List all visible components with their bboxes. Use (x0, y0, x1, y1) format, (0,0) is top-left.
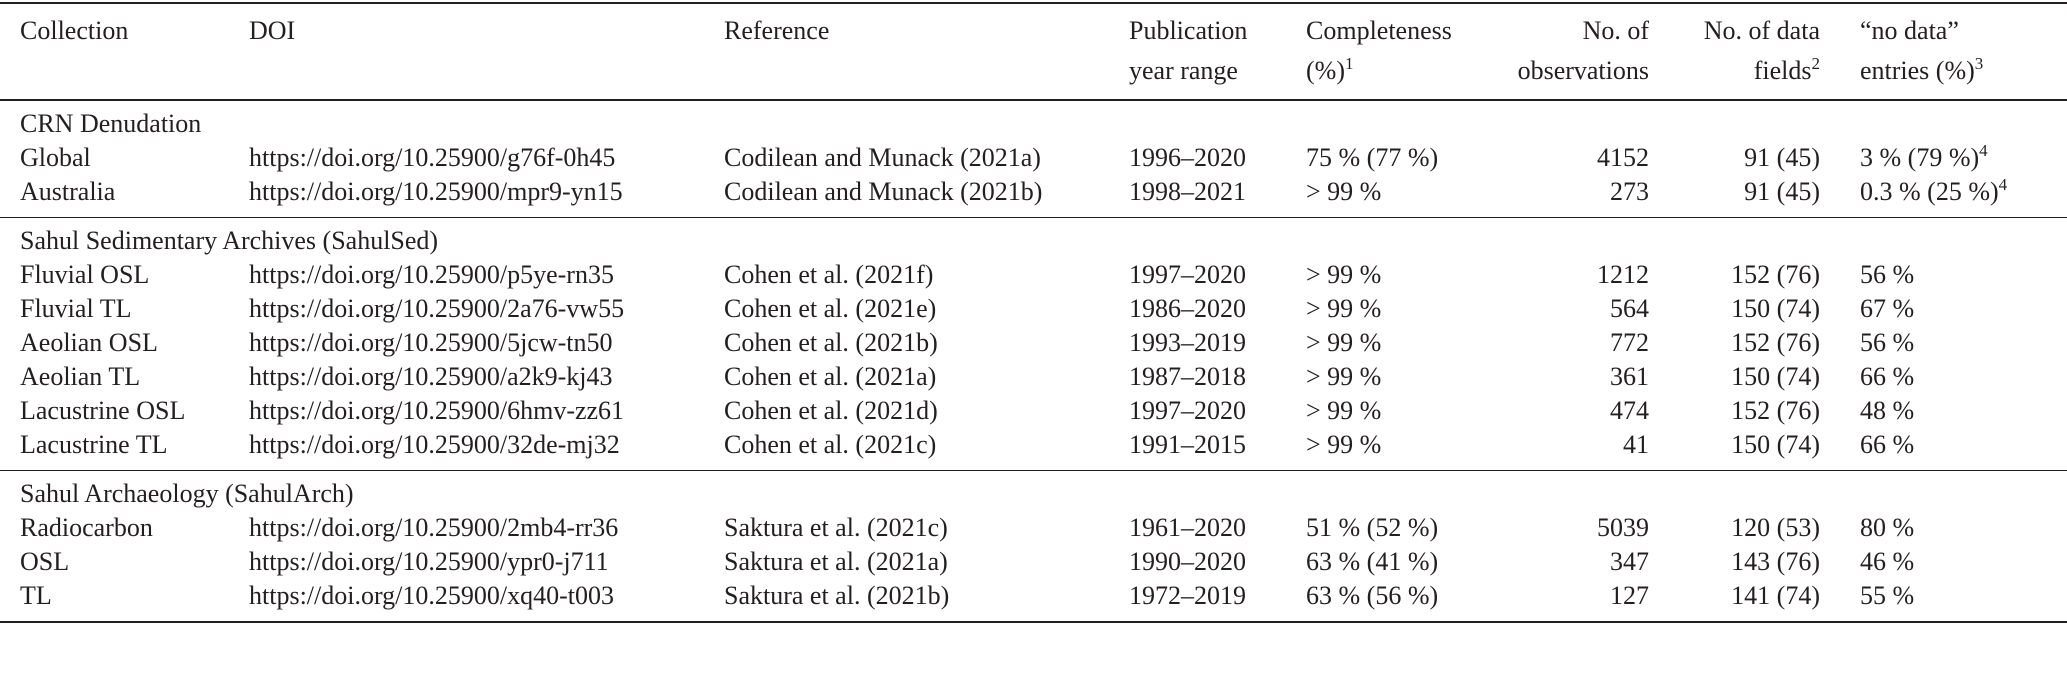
cell-data-fields-text: 150 (74) (1731, 362, 1820, 391)
group-title-row (0, 218, 2067, 259)
cell-year-range-text: 1961–2020 (1129, 513, 1246, 542)
cell-year-range-text: 1998–2021 (1129, 177, 1246, 206)
header-observations-line1: No. of (1582, 16, 1649, 45)
cell-data-fields (1677, 258, 1860, 292)
cell-doi (249, 141, 724, 175)
cell-doi-text: https://doi.org/10.25900/a2k9-kj43 (249, 362, 613, 391)
cell-year-range-text: 1986–2020 (1129, 294, 1246, 323)
cell-doi-text: https://doi.org/10.25900/2a76-vw55 (249, 294, 625, 323)
cell-reference-text: Cohen et al. (2021e) (724, 294, 937, 323)
cell-completeness (1306, 360, 1481, 394)
cell-observations-text: 273 (1610, 177, 1649, 206)
collections-table (0, 2, 2067, 623)
cell-year-range (1129, 292, 1306, 326)
header-no-data-line2: entries (%) (1860, 56, 1975, 85)
cell-collection-text: Global (20, 143, 91, 172)
cell-completeness-text: > 99 % (1306, 328, 1382, 357)
cell-collection (0, 141, 249, 175)
cell-reference (724, 360, 1129, 394)
cell-reference-text: Cohen et al. (2021f) (724, 260, 934, 289)
table-row (0, 258, 2067, 292)
cell-data-fields (1677, 360, 1860, 394)
cell-observations-text: 474 (1610, 396, 1649, 425)
cell-no-data-entries-text: 66 % (1860, 430, 1915, 459)
cell-collection (0, 258, 249, 292)
cell-no-data-entries-text: 67 % (1860, 294, 1915, 323)
table-group (0, 471, 2067, 623)
cell-completeness (1306, 141, 1481, 175)
cell-data-fields (1677, 175, 1860, 218)
cell-doi-text: https://doi.org/10.25900/p5ye-rn35 (249, 260, 614, 289)
cell-data-fields-text: 152 (76) (1731, 396, 1820, 425)
header-doi-label: DOI (249, 16, 296, 45)
cell-doi-text: https://doi.org/10.25900/mpr9-yn15 (249, 177, 623, 206)
cell-data-fields-text: 150 (74) (1731, 294, 1820, 323)
cell-year-range (1129, 258, 1306, 292)
cell-observations-text: 347 (1610, 547, 1649, 576)
header-publication-year-line2: year range (1129, 56, 1238, 85)
table-row (0, 326, 2067, 360)
cell-data-fields (1677, 545, 1860, 579)
cell-observations-text: 5039 (1597, 513, 1649, 542)
header-data-fields-line1: No. of data (1703, 16, 1820, 45)
header-no-data-line1: “no data” (1860, 16, 1959, 45)
cell-year-range-text: 1991–2015 (1129, 430, 1246, 459)
cell-data-fields-text: 143 (76) (1731, 547, 1820, 576)
cell-completeness-text: > 99 % (1306, 260, 1382, 289)
cell-data-fields-text: 150 (74) (1731, 430, 1820, 459)
cell-collection (0, 545, 249, 579)
header-reference-label: Reference (724, 16, 830, 45)
cell-reference-text: Saktura et al. (2021c) (724, 513, 948, 542)
cell-doi (249, 292, 724, 326)
cell-no-data-entries-text: 80 % (1860, 513, 1915, 542)
table-row (0, 511, 2067, 545)
cell-reference-text: Cohen et al. (2021c) (724, 430, 937, 459)
footnote-marker: 1 (1344, 54, 1354, 73)
header-row (0, 3, 2067, 100)
cell-observations (1481, 258, 1677, 292)
header-reference (724, 3, 1129, 100)
header-no-data-entries (1860, 3, 2067, 100)
cell-observations (1481, 326, 1677, 360)
cell-reference-text: Saktura et al. (2021a) (724, 547, 948, 576)
cell-doi-text: https://doi.org/10.25900/xq40-t003 (249, 581, 614, 610)
cell-completeness (1306, 292, 1481, 326)
cell-collection-text: Australia (20, 177, 116, 206)
cell-reference (724, 141, 1129, 175)
cell-collection-text: OSL (20, 547, 70, 576)
cell-reference (724, 326, 1129, 360)
cell-completeness-text: 51 % (52 %) (1306, 513, 1439, 542)
cell-no-data-entries (1860, 258, 2067, 292)
table-row (0, 545, 2067, 579)
cell-doi-text: https://doi.org/10.25900/6hmv-zz61 (249, 396, 625, 425)
header-completeness-line1: Completeness (1306, 16, 1452, 45)
group-title-row (0, 100, 2067, 141)
cell-collection (0, 326, 249, 360)
table-group (0, 100, 2067, 218)
cell-no-data-entries (1860, 360, 2067, 394)
cell-no-data-entries (1860, 579, 2067, 622)
footnote-marker: 4 (1979, 141, 1988, 160)
cell-doi-text: https://doi.org/10.25900/2mb4-rr36 (249, 513, 619, 542)
cell-doi (249, 545, 724, 579)
cell-observations (1481, 292, 1677, 326)
cell-observations (1481, 360, 1677, 394)
cell-collection-text: TL (20, 581, 52, 610)
cell-data-fields-text: 120 (53) (1731, 513, 1820, 542)
cell-collection-text: Radiocarbon (20, 513, 153, 542)
cell-collection-text: Lacustrine OSL (20, 396, 186, 425)
footnote-marker: 2 (1811, 54, 1820, 73)
cell-no-data-entries (1860, 394, 2067, 428)
cell-no-data-entries-text: 46 % (1860, 547, 1915, 576)
cell-collection-text: Lacustrine TL (20, 430, 168, 459)
cell-observations-text: 564 (1610, 294, 1649, 323)
cell-reference (724, 394, 1129, 428)
cell-year-range-text: 1990–2020 (1129, 547, 1246, 576)
cell-data-fields (1677, 579, 1860, 622)
cell-year-range (1129, 360, 1306, 394)
cell-year-range (1129, 394, 1306, 428)
cell-no-data-entries (1860, 141, 2067, 175)
cell-data-fields (1677, 428, 1860, 471)
cell-year-range-text: 1987–2018 (1129, 362, 1246, 391)
cell-doi (249, 175, 724, 218)
cell-completeness-text: > 99 % (1306, 362, 1382, 391)
header-collection (0, 3, 249, 100)
cell-observations-text: 127 (1610, 581, 1649, 610)
cell-no-data-entries-text: 3 % (79 %) (1860, 143, 1980, 172)
cell-year-range (1129, 511, 1306, 545)
cell-data-fields (1677, 326, 1860, 360)
cell-reference (724, 579, 1129, 622)
cell-completeness-text: 63 % (56 %) (1306, 581, 1439, 610)
cell-collection (0, 394, 249, 428)
cell-year-range (1129, 579, 1306, 622)
cell-reference-text: Cohen et al. (2021a) (724, 362, 937, 391)
cell-no-data-entries (1860, 428, 2067, 471)
cell-year-range (1129, 428, 1306, 471)
cell-completeness (1306, 511, 1481, 545)
cell-reference (724, 175, 1129, 218)
cell-reference (724, 258, 1129, 292)
cell-collection (0, 360, 249, 394)
header-publication-year (1129, 3, 1306, 100)
cell-doi (249, 579, 724, 622)
cell-completeness-text: 75 % (77 %) (1306, 143, 1439, 172)
group-title: CRN Denudation (20, 109, 202, 138)
cell-data-fields (1677, 394, 1860, 428)
cell-no-data-entries (1860, 326, 2067, 360)
table-row (0, 579, 2067, 622)
cell-reference-text: Cohen et al. (2021d) (724, 396, 938, 425)
cell-reference (724, 545, 1129, 579)
cell-year-range-text: 1996–2020 (1129, 143, 1246, 172)
cell-doi (249, 394, 724, 428)
header-collection-label: Collection (20, 16, 129, 45)
cell-observations (1481, 141, 1677, 175)
cell-completeness (1306, 394, 1481, 428)
cell-doi (249, 326, 724, 360)
cell-observations (1481, 175, 1677, 218)
cell-collection (0, 511, 249, 545)
table-row (0, 141, 2067, 175)
cell-observations-text: 772 (1610, 328, 1649, 357)
cell-collection (0, 428, 249, 471)
cell-year-range (1129, 175, 1306, 218)
group-title-row (0, 471, 2067, 512)
cell-completeness-text: 63 % (41 %) (1306, 547, 1439, 576)
cell-completeness (1306, 258, 1481, 292)
cell-no-data-entries-text: 48 % (1860, 396, 1915, 425)
cell-doi (249, 428, 724, 471)
table-row (0, 292, 2067, 326)
cell-completeness (1306, 428, 1481, 471)
cell-doi-text: https://doi.org/10.25900/g76f-0h45 (249, 143, 616, 172)
cell-year-range-text: 1997–2020 (1129, 396, 1246, 425)
cell-observations (1481, 428, 1677, 471)
table-row (0, 360, 2067, 394)
footnote-marker: 3 (1974, 54, 1984, 73)
cell-doi (249, 511, 724, 545)
header-observations-line2: observations (1517, 56, 1649, 85)
cell-reference (724, 428, 1129, 471)
header-data-fields-line2: fields (1753, 56, 1812, 85)
cell-completeness-text: > 99 % (1306, 177, 1382, 206)
cell-completeness-text: > 99 % (1306, 430, 1382, 459)
cell-no-data-entries (1860, 511, 2067, 545)
cell-no-data-entries-text: 66 % (1860, 362, 1915, 391)
cell-reference-text: Codilean and Munack (2021b) (724, 177, 1043, 206)
header-completeness (1306, 3, 1481, 100)
cell-no-data-entries (1860, 292, 2067, 326)
cell-reference (724, 292, 1129, 326)
cell-completeness (1306, 326, 1481, 360)
cell-data-fields-text: 152 (76) (1731, 328, 1820, 357)
cell-data-fields (1677, 292, 1860, 326)
cell-observations (1481, 511, 1677, 545)
cell-doi (249, 360, 724, 394)
cell-completeness (1306, 545, 1481, 579)
cell-year-range-text: 1993–2019 (1129, 328, 1246, 357)
header-publication-year-line1: Publication (1129, 16, 1248, 45)
cell-collection (0, 175, 249, 218)
cell-doi-text: https://doi.org/10.25900/ypr0-j711 (249, 547, 609, 576)
cell-collection-text: Aeolian OSL (20, 328, 158, 357)
cell-year-range-text: 1972–2019 (1129, 581, 1246, 610)
cell-collection (0, 579, 249, 622)
header-doi (249, 3, 724, 100)
cell-data-fields (1677, 511, 1860, 545)
table-header (0, 3, 2067, 100)
table-row (0, 428, 2067, 471)
table-row (0, 175, 2067, 218)
cell-no-data-entries-text: 0.3 % (25 %) (1860, 177, 1999, 206)
cell-data-fields (1677, 141, 1860, 175)
header-data-fields (1677, 3, 1860, 100)
cell-no-data-entries (1860, 175, 2067, 218)
cell-observations-text: 361 (1610, 362, 1649, 391)
cell-data-fields-text: 152 (76) (1731, 260, 1820, 289)
cell-observations (1481, 579, 1677, 622)
cell-observations (1481, 394, 1677, 428)
cell-data-fields-text: 91 (45) (1744, 177, 1820, 206)
cell-collection-text: Fluvial OSL (20, 260, 150, 289)
cell-no-data-entries-text: 56 % (1860, 260, 1915, 289)
cell-observations (1481, 545, 1677, 579)
cell-collection-text: Fluvial TL (20, 294, 132, 323)
cell-reference-text: Codilean and Munack (2021a) (724, 143, 1041, 172)
cell-doi-text: https://doi.org/10.25900/5jcw-tn50 (249, 328, 613, 357)
cell-year-range-text: 1997–2020 (1129, 260, 1246, 289)
table-row (0, 394, 2067, 428)
cell-completeness (1306, 175, 1481, 218)
cell-reference-text: Cohen et al. (2021b) (724, 328, 938, 357)
cell-year-range (1129, 141, 1306, 175)
cell-reference (724, 511, 1129, 545)
cell-completeness-text: > 99 % (1306, 294, 1382, 323)
cell-collection-text: Aeolian TL (20, 362, 141, 391)
cell-completeness-text: > 99 % (1306, 396, 1382, 425)
cell-year-range (1129, 545, 1306, 579)
cell-observations-text: 1212 (1597, 260, 1649, 289)
cell-reference-text: Saktura et al. (2021b) (724, 581, 950, 610)
cell-no-data-entries (1860, 545, 2067, 579)
cell-collection (0, 292, 249, 326)
group-title: Sahul Sedimentary Archives (SahulSed) (0, 218, 2067, 259)
cell-year-range (1129, 326, 1306, 360)
footnote-marker: 4 (1998, 175, 2008, 194)
cell-data-fields-text: 141 (74) (1731, 581, 1820, 610)
cell-data-fields-text: 91 (45) (1744, 143, 1820, 172)
header-observations (1481, 3, 1677, 100)
cell-no-data-entries-text: 55 % (1860, 581, 1915, 610)
cell-completeness (1306, 579, 1481, 622)
cell-doi-text: https://doi.org/10.25900/32de-mj32 (249, 430, 620, 459)
table-group (0, 218, 2067, 471)
header-completeness-line2: (%) (1306, 56, 1345, 85)
cell-doi (249, 258, 724, 292)
cell-no-data-entries-text: 56 % (1860, 328, 1915, 357)
cell-observations-text: 4152 (1597, 143, 1649, 172)
cell-observations-text: 41 (1623, 430, 1649, 459)
group-title: Sahul Archaeology (SahulArch) (0, 471, 2067, 512)
